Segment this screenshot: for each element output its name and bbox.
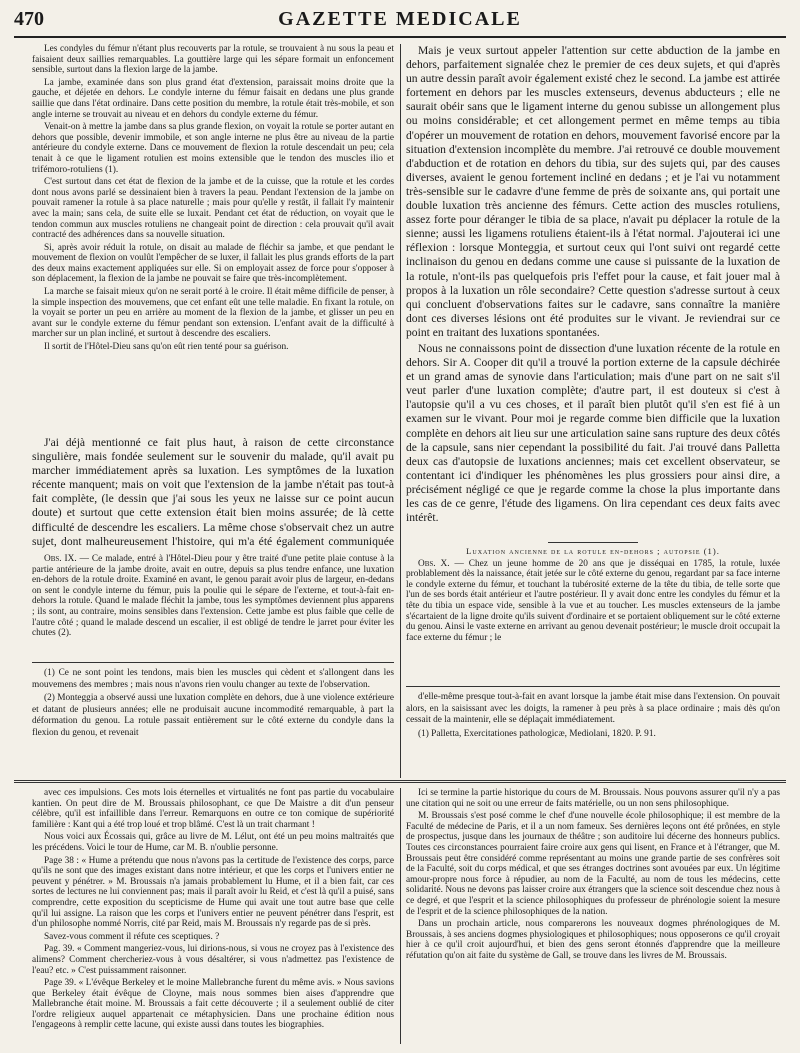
section-separator bbox=[14, 780, 786, 783]
bottom-right-column bbox=[406, 788, 780, 1044]
left-column-main-text bbox=[32, 436, 394, 550]
observation-ix-heading: Obs. IX. bbox=[44, 554, 77, 564]
page-header bbox=[14, 6, 786, 38]
bottom-paragraph: Nous voici aux Écossais qui, grâce au livre de M. Lélut, ont été un peu moins maltraités que les précédens. Voici le tour de Hume, car M. B. n'oublie personne. bbox=[32, 832, 394, 853]
right-footnotes bbox=[406, 692, 780, 776]
bottom-paragraph: M. Broussais s'est posé comme le chef d'une nouvelle école philosophique; il est membre de la Faculté de médecine de Paris, et il a un nom fameux. Ses dernières leçons ont été prônées, en style de prospectus, jusque dans les journaux de théâtre ; son auditoire lui décerne des honneurs publics. Toutes ces circonstances pourraient faire croire aux gens qui lisent, en France et à l'étranger, que M. Broussais peut être considéré comme représentant au moins une grande partie de ses confrères soit de la Faculté, soit du corps médical, et que ses étranges doctrines sont avouées par eux. Un légitime amour-propre nous force à répudier, au nom de la Faculté, au nom de tous les médecins, cette solidarité. Nous ne devons pas laisser croire aux étrangers que la science soit descendue chez nous à ce degré, et que l'esprit et la science philosophiques du professeur de phrénologie soient la mesure de l'esprit et de la science philosophiques de la nation. bbox=[406, 811, 780, 917]
observation-ix bbox=[32, 554, 394, 658]
left-small-paragraph: C'est surtout dans cet état de flexion de la jambe et de la cuisse, que la rotule et les cordes dont nous avons parlé se dessinaient bien à travers la peau. Pendant l'extension de la jambe on pouvait ramener la rotule à sa place naturelle ; mais pour qu'elle y restât, il fallait l'y maintenir avec la main; sans cela, de suite elle se luxait. Pendant cet état de réduction, on voyait que le tendon commun aux muscles rotuliens ne changeait point de direction : cela prouvait qu'il avait contracté des adhérences dans sa nouvelle situation. bbox=[32, 177, 394, 241]
left-small-paragraph: Les condyles du fémur n'étant plus recouverts par la rotule, se trouvaient à nu sous la peau et faisaient deux saillies remarquables. La gouttière large qui les sépare formait un enfoncement sensible, surtout dans la flexion large de la jambe. bbox=[32, 44, 394, 76]
right-main-paragraph: Mais je veux surtout appeler l'attention sur cette abduction de la jambe en dehors, parfaitement signalée chez le premier de ces deux sujets, et qui d'après un autre dessin paraît avoir également existé chez le second. La jambe est attirée fortement en dehors par les muscles extenseurs, devenus abducteurs ; elle ne saurait obéir sans que le ligament interne du genou subisse un allongement plus ou moins considérable; et cet allongement permet en même temps au tibia d'opérer un mouvement de rotation en dehors, mouvement favorisé encore par la situation d'extension incomplète du membre. J'ai retrouvé ce double mouvement d'abduction et de rotation en dehors du tibia, sur des sujets qui, par des causes diverses, avaient le genou fortement incliné en dedans ; et je l'ai vu notamment très-sensible sur le cadavre d'une femme de près de soixante ans, qui portait une double luxation très ancienne des fémurs. Cette action des muscles rotuliens, assez forte pour déranger le tibia de sa place, n'avait pu déplacer la rotule de la sienne; aussi les ligamens rotuliens étaient-ils à l'état normal. J'ajouterai ici une réflexion : lorsque Monteggia, et surtout ceux qui l'ont suivi ont regardé cette inclinaison du genou en dedans comme une cause si puissante de la luxation de la rotule, n'ont-ils pas quelquefois pris l'effet pour la cause, et fait jouer mal à propos à la luxation un rôle secondaire? Cette question s'adresse surtout à ceux qui concluent d'observations faites sur le cadavre, sans connaître la manière dont ces diverses lésions ont été produites sur le vivant. Je reviendrai sur ce point en traitant des luxations spontanées. bbox=[406, 44, 780, 339]
footnote-divider bbox=[406, 686, 780, 687]
section-title: Luxation ancienne de la rotule en-dehors ; autopsie (1). bbox=[466, 546, 720, 556]
footnote-continuation: d'elle-même presque tout-à-fait en avant lorsque la jambe était mise dans l'extension. On pouvait alors, en la saisissant avec les doigts, la ramener à peu près à sa place ordinaire ; mais dès qu'on cessait de la maintenir, elle se déplaçait immédiatement. bbox=[406, 692, 780, 726]
bottom-paragraph: Page 39. « L'évêque Berkeley et le moine Mallebranche furent du même avis. » Nous savions que Berkeley était évêque de Cloyne, mais nous sommes bien aises d'apprendre que Mallebranche était moine. M. Broussais a fait cette découverte ; il a seulement oublié de citer l'ordre religieux auquel appartenait ce métaphysicien. Dans une prochaine édition nous l'engageons à remplir cette lacune, qui existe aussi dans toutes les biographies. bbox=[32, 978, 394, 1031]
bottom-paragraph: Savez-vous comment il réfute ces sceptiques. ? bbox=[44, 931, 220, 942]
left-footnotes bbox=[32, 668, 394, 776]
bottom-paragraph: Pag. 39. « Comment mangeriez-vous, lui dirions-nous, si vous ne croyez pas à l'existence des alimens? Comment chercheriez-vous à vous désaltérer, si vous n'admettez pas l'existence de l'eau? etc. » C'est puissamment raisonner. bbox=[32, 944, 394, 976]
left-small-paragraph: La jambe, examinée dans son plus grand état d'extension, paraissait moins droite que la gauche, et déjetée en dehors. Le condyle interne du fémur faisait en dedans une plus grande saillie que dans l'état ordinaire. Dans cette position du membre, la rotule était très-mobile, et son angle interne se trouvait au niveau et en dehors du condyle externe du fémur. bbox=[32, 77, 394, 120]
left-small-paragraph: Si, après avoir réduit la rotule, on disait au malade de fléchir sa jambe, et que pendant le mouvement de flexion on voulût l'empêcher de se luxer, il fallait les plus grands efforts de la part des deux mains exactement appliquées sur elle. Si on employait assez de force pour s'opposer à son déplacement, la flexion de la jambe ne pouvait se faire que très-incomplètement. bbox=[32, 242, 394, 285]
observation-x-heading: Obs. X. bbox=[418, 558, 450, 569]
bottom-left-column bbox=[32, 788, 394, 1044]
observation-ix-text: — Ce malade, entré à l'Hôtel-Dieu pour y être traité d'une petite plaie contuse à la partie antérieure de la jambe droite, avait en outre, depuis sa plus tendre enfance, une luxation en-dehors de la rotule droite. Examiné en avant, le genou parait avoir plus de largeur, en-dedans on sent le condyle interne du fémur, puis la poulie qui le sépare de l'externe, et tout-à-fait en-dehors la rotule. Quand le malade fléchit la jambe, tous les symptômes deviennent plus apparens ; ils sont, au contraire, moins sensibles dans l'extension. Cette jambe est plus faible que celle de l'autre côté ; quand le malade descend un escalier, il est obligé de tendre le jarret pour éviter les chutes (2). bbox=[32, 554, 394, 639]
left-small-paragraph: La marche se faisait mieux qu'on ne serait porté à le croire. Il était même difficile de penser, à la simple inspection des mouvemens, que cet enfant eût une telle maladie. En fixant la rotule, on la voyait se porter un peu en arrière au moment de la flexion de la jambe, et glisser un peu en avant sur le condyle externe du fémur pendant son extension. L'enfant avait de la difficulté à marcher sur un plan incliné, et surtout à descendre des escaliers. bbox=[32, 287, 394, 340]
observation-x-text: — Chez un jeune homme de 20 ans que je disséquai en 1785, la rotule, luxée problablement dès la naissance, était jetée sur le côté externe du genou, regardant par sa face interne le condyle externe du fémur, et touchant la tubérosité externe de la tête du tibia, de telle sorte que l'un de ses bords était antérieur et l'autre postérieur. Il y avait donc entre les condyles du fémur et la tête du tibia un espace vide, sensible à la vue et au toucher. Les muscles extenseurs de la jambe s'écartaient de la ligne droite qu'ils suivent d'ordinaire et se portaient obliquement sur le côté externe du genou. Ainsi le vaste externe en arrivant au genou devenait postérieur; le muscle droit occupait la face externe du fémur ; le bbox=[406, 558, 780, 643]
left-main-paragraph: J'ai déjà mentionné ce fait plus haut, à raison de cette circonstance singulière, mais fondée seulement sur le souvenir du malade, qu'il avait pu marcher immédiatement après sa luxation. Les symptômes de la luxation récente manquent; mais on voit que l'extension de la jambe n'était pas tout-à fait complète, (le dessin que j'ai sous les yeux ne laisse sur ce point aucun doute) et surtout que cette extension était bien moins assurée; de là cette difficulté de descendre les escaliers. La même chose s'observait chez un autre sujet, dont malheureusement l'histoire, qui m'a été également communiquée bbox=[32, 436, 394, 548]
left-column-small-print bbox=[32, 44, 394, 432]
right-column-main-text bbox=[406, 44, 780, 544]
left-small-paragraph: Il sortit de l'Hôtel-Dieu sans qu'on eût rien tenté pour sa guérison. bbox=[44, 342, 289, 353]
column-divider bbox=[400, 44, 401, 778]
right-main-paragraph: Nous ne connaissons point de dissection d'une luxation récente de la rotule en dehors. Sir A. Cooper dit qu'il a trouvé la portion externe de la capsule déchirée et un grand amas de synovie dans l'articulation; mais d'une part on ne sait s'il veut parler d'une luxation complète; d'autre part, il est douteux si c'est à l'autopsie qu'il a vu ces choses, et il paraît bien plutôt qu'il s'en est fié à un examen sur le vivant. Pour moi je regarde comme bien difficile que la luxation complète en dehors ait lieu sur une articulation saine sans rupture des deux côtés de la capsule, sans nier cependant la possibilité du fait. J'ai trouvé dans Palletta deux cas d'autopsie de luxations anciennes; mais cet excellent observateur, se contentant ici d'indiquer les phénomènes les plus grossiers pour ainsi dire, a précisément négligé ce que je regarde comme la chose la plus importante dans les cas de ce genre, l'étude des ligamens. On lira cependant ces deux faits avec intérêt. bbox=[406, 341, 780, 525]
footnote: (2) Monteggia a observé aussi une luxation complète en dehors, due à une violence extérieure et datant de plusieurs années; elle ne produisait aucune incommodité remarquable, à part la déformation du genou. La rotule passait entièrement sur le côté externe du condyle dans la flexion du genou, et revenait bbox=[32, 693, 394, 738]
left-small-paragraph: Venait-on à mettre la jambe dans sa plus grande flexion, on voyait la rotule se porter autant en dehors que possible, devenir immobile, et son angle interne ne plus être au niveau de la partie antérieure du condyle externe. Dans ce mouvement de flexion la rotule descendait un peu; cela tenait à ce que le ligament rotulien est moins extensible que le tendon des muscles ilio et trifémoro-rotuliens (1). bbox=[32, 122, 394, 175]
footnote: (1) Palletta, Exercitationes pathologicæ, Mediolani, 1820. P. 91. bbox=[418, 728, 656, 739]
journal-title: GAZETTE MEDICALE bbox=[278, 8, 522, 30]
newspaper-page bbox=[14, 6, 786, 1046]
column-divider bbox=[400, 788, 401, 1044]
footnote-divider bbox=[32, 662, 394, 663]
page-number: 470 bbox=[14, 8, 44, 30]
bottom-paragraph: avec ces impulsions. Ces mots lois éternelles et virtualités ne font pas partie du vocabulaire kantien. On peut dire de M. Broussais philosophant, ce que De Maistre a dit d'un penseur célèbre, qu'il est infaillible dans l'erreur. Remarquons en outre ce ton comique de supériorité familière : Kant qui a été trop loué et trop blâmé. C'est là un trait charmant ! bbox=[32, 788, 394, 830]
bottom-paragraph: Dans un prochain article, nous comparerons les nouveaux dogmes phrénologiques de M. Broussais, à ses anciens dogmes physiologiques et philosophiques; nous opposerons ce qu'il croyait hier à ce qu'il croit aujourd'hui, et bien des gens seront étonnés d'apprendre que la meilleure réfutation qu'on ait faite du système de Gall, se trouve dans les livres de M. Broussais. bbox=[406, 919, 780, 961]
bottom-paragraph: Ici se termine la partie historique du cours de M. Broussais. Nous pouvons assurer qu'il n'y a pas une citation qui ne soit ou une erreur de faits matérielle, ou un non sens philosophique. bbox=[406, 788, 780, 809]
section-rule bbox=[548, 542, 638, 543]
footnote: (1) Ce ne sont point les tendons, mais bien les muscles qui cèdent et s'allongent dans les mouvemens des membres ; mais nous n'avons rien voulu changer au texte de l'observation. bbox=[32, 668, 394, 690]
observation-x bbox=[406, 546, 780, 682]
bottom-paragraph: Page 38 : « Hume a prétendu que nous n'avons pas la certitude de l'existence des corps, parce qu'ils ne sont que des images existant dans notre intérieur, et que les corps et l'univers entier ne peuvent y pénétrer. » M. Broussais n'a jamais probablement lu Hume, et il a bien fait, car ces sortes de lectures ne lui conviennent pas; mais il paraît avoir lu Reid, et c'est là qu'il a puisé, sans comprendre, cette exposition du scepticisme de Hume qui avait une tout autre base que celle qu'il lui assigne. La raison que les corps et l'univers entier ne peuvent pénétrer dans l'esprit, est d'un philosophe nommé Norris, cité par Reid, mais M. Broussais n'y regarde pas de si près. bbox=[32, 855, 394, 930]
